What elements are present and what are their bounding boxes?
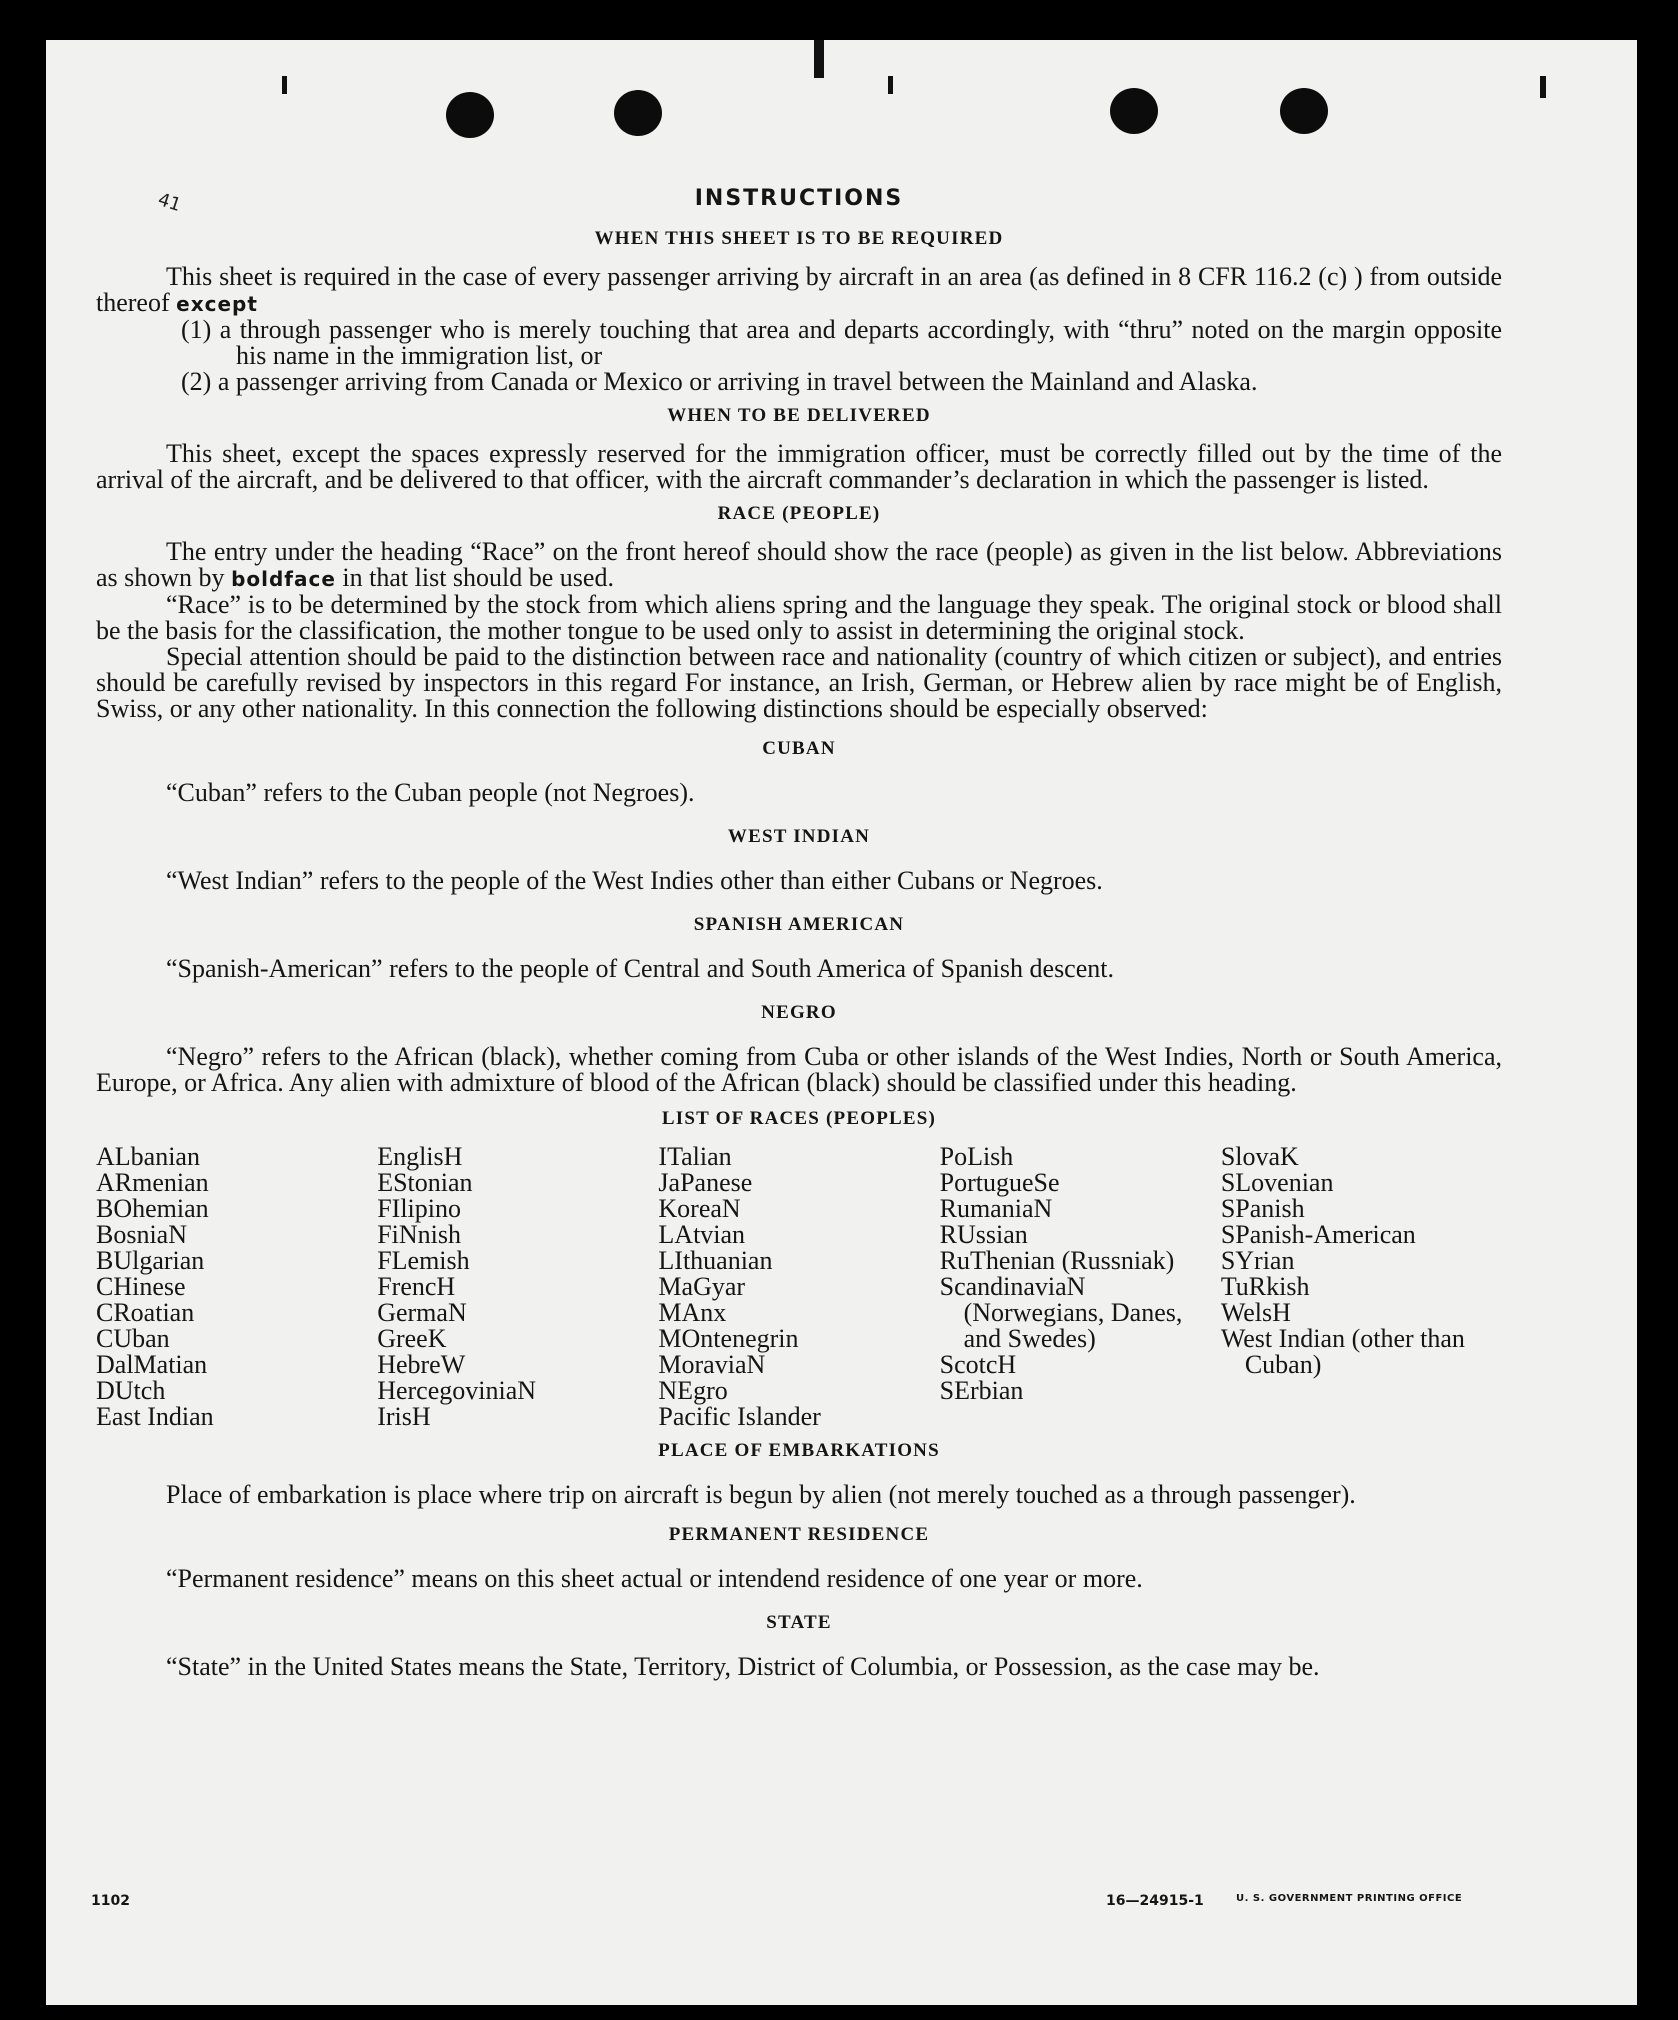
race-entry: EnglisH — [377, 1142, 463, 1171]
race-entry: West Indian (other than Cuban) — [1220, 1324, 1465, 1379]
race-list — [96, 1144, 1502, 1430]
paragraph: “Negro” refers to the African (black), whether coming from Cuba or other islands of the West Indies, North or South America, Europe, or Africa. Any alien with admixture of blood of the African (black) should be classified under this heading. — [96, 1042, 1502, 1097]
race-entry: HercegoviniaN — [377, 1376, 537, 1405]
race-entry: FLemish — [377, 1246, 470, 1275]
section-heading: PLACE OF EMBARKATIONS — [658, 1440, 940, 1461]
section-heading: LIST OF RACES (PEOPLES) — [661, 1108, 937, 1129]
printer-imprint: U. S. GOVERNMENT PRINTING OFFICE — [1236, 1893, 1463, 1904]
race-entry: SLovenian — [1220, 1168, 1334, 1197]
race-column — [658, 1144, 939, 1430]
race-entry: TuRkish — [1220, 1272, 1310, 1301]
emphasis-text: boldface — [231, 567, 336, 591]
list-item: (2) a passenger arriving from Canada or Mexico or arriving in travel between the Mainland and Alaska. — [181, 367, 1258, 396]
race-entry: WelsH — [1220, 1298, 1291, 1327]
race-entry: East Indian — [96, 1402, 214, 1431]
page-title: INSTRUCTIONS — [694, 186, 904, 211]
scan-mark — [814, 40, 824, 78]
race-entry: RuThenian (Russniak) — [939, 1246, 1175, 1275]
print-code: 16—24915-1 — [1106, 1893, 1204, 1909]
race-entry: SlovaK — [1220, 1142, 1299, 1171]
race-entry: GreeK — [377, 1324, 447, 1353]
race-entry: EStonian — [377, 1168, 473, 1197]
paragraph: Place of embarkation is place where trip on aircraft is begun by alien (not merely touched as a through passenger). — [166, 1480, 1356, 1509]
punch-hole — [1280, 88, 1328, 134]
punch-hole — [614, 90, 662, 136]
race-entry: FIlipino — [377, 1194, 461, 1223]
punch-hole — [446, 92, 494, 138]
race-entry: ARmenian — [96, 1168, 209, 1197]
race-entry: SPanish — [1220, 1194, 1305, 1223]
race-entry: BosniaN — [96, 1220, 187, 1249]
section-heading: SPANISH AMERICAN — [693, 914, 905, 935]
race-entry: FrencH — [377, 1272, 456, 1301]
paragraph — [96, 539, 1502, 592]
race-entry: CHinese — [96, 1272, 186, 1301]
race-entry: DUtch — [96, 1376, 166, 1405]
instructions-content — [96, 186, 1502, 1680]
race-entry: HebreW — [377, 1350, 466, 1379]
race-entry: LIthuanian — [658, 1246, 773, 1275]
race-entry: CUban — [96, 1324, 170, 1353]
race-entry: RUssian — [939, 1220, 1028, 1249]
paragraph-text: This sheet is required in the case of every passenger arriving by aircraft in an area (as defined in 8 CFR 116.2 (c) ) from outside thereof — [96, 262, 1502, 317]
race-entry: GermaN — [377, 1298, 467, 1327]
race-entry: BUlgarian — [96, 1246, 205, 1275]
race-entry: ScandinaviaN (Norwegians, Danes, and Swedes) — [939, 1272, 1183, 1353]
form-number: 1102 — [91, 1893, 130, 1909]
section-heading: WHEN THIS SHEET IS TO BE REQUIRED — [594, 228, 1004, 249]
race-column — [940, 1144, 1221, 1430]
race-entry: DalMatian — [96, 1350, 208, 1379]
race-entry: FiNnish — [377, 1220, 462, 1249]
race-entry: SErbian — [939, 1376, 1024, 1405]
race-entry: CRoatian — [96, 1298, 195, 1327]
paragraph — [96, 264, 1502, 317]
paragraph: “West Indian” refers to the people of the West Indies other than either Cubans or Negroes. — [166, 866, 1103, 895]
race-entry: MaGyar — [658, 1272, 746, 1301]
race-entry: NEgro — [658, 1376, 728, 1405]
scan-mark — [1540, 76, 1546, 98]
paragraph: “State” in the United States means the State, Territory, District of Columbia, or Possession, as the case may be. — [166, 1652, 1320, 1681]
race-column — [1221, 1144, 1502, 1430]
section-heading: STATE — [766, 1612, 832, 1633]
race-entry: ScotcH — [939, 1350, 1017, 1379]
scan-mark — [888, 76, 893, 94]
emphasis-text: except — [176, 292, 258, 316]
race-entry: IrisH — [377, 1402, 431, 1431]
paragraph: “Spanish-American” refers to the people of Central and South America of Spanish descent. — [166, 954, 1114, 983]
section-heading: WHEN TO BE DELIVERED — [667, 405, 931, 426]
race-entry: ALbanian — [96, 1142, 200, 1171]
paragraph: Special attention should be paid to the distinction between race and nationality (country of which citizen or subject), and entries should be carefully revised by inspectors in this regard For instance, an Irish, German, or Hebrew alien by race might be of English, Swiss, or any other nationality. In this connection the following distinctions should be especially observed: — [96, 642, 1502, 723]
section-heading: WEST INDIAN — [727, 826, 871, 847]
document-sheet — [46, 40, 1637, 2005]
section-heading: CUBAN — [762, 738, 836, 759]
race-entry: Pacific Islander — [658, 1402, 821, 1431]
list-item: (1) a through passenger who is merely touching that area and departs accordingly, with “thru” noted on the margin opposite his name in the immigration list, or — [181, 315, 1502, 370]
scan-mark — [282, 76, 287, 94]
section-heading: PERMANENT RESIDENCE — [668, 1524, 930, 1545]
paragraph: “Race” is to be determined by the stock from which aliens spring and the language they speak. The original stock or blood shall be the basis for the classification, the mother tongue to be used only to assist in determining the original stock. — [96, 590, 1502, 645]
race-entry: KoreaN — [658, 1194, 741, 1223]
punch-hole — [1110, 88, 1158, 134]
race-entry: SYrian — [1220, 1246, 1295, 1275]
race-entry: SPanish-American — [1220, 1220, 1416, 1249]
race-entry: ITalian — [658, 1142, 732, 1171]
race-column — [377, 1144, 658, 1430]
paragraph: This sheet, except the spaces expressly reserved for the immigration officer, must be correctly filled out by the time of the arrival of the aircraft, and be delivered to that officer, with the aircraft commander’s declaration in which the passenger is listed. — [96, 439, 1502, 494]
race-entry: MAnx — [658, 1298, 727, 1327]
race-entry: PortugueSe — [939, 1168, 1060, 1197]
section-heading: RACE (PEOPLE) — [717, 503, 881, 524]
race-entry: JaPanese — [658, 1168, 753, 1197]
race-entry: LAtvian — [658, 1220, 746, 1249]
race-entry: RumaniaN — [939, 1194, 1053, 1223]
paragraph: “Permanent residence” means on this sheet actual or intendend residence of one year or more. — [166, 1564, 1143, 1593]
race-entry: MOntenegrin — [658, 1324, 799, 1353]
race-entry: MoraviaN — [658, 1350, 766, 1379]
paragraph-text: The entry under the heading “Race” on the front hereof should show the race (people) as given in the list below. Abbreviations as shown by — [96, 537, 1502, 592]
paragraph-text: in that list should be used. — [342, 563, 614, 592]
race-entry: BOhemian — [96, 1194, 209, 1223]
race-column — [96, 1144, 377, 1430]
margin-note: 41 — [155, 188, 184, 217]
paragraph: “Cuban” refers to the Cuban people (not Negroes). — [166, 778, 695, 807]
section-heading: NEGRO — [761, 1002, 837, 1023]
race-entry: PoLish — [939, 1142, 1014, 1171]
